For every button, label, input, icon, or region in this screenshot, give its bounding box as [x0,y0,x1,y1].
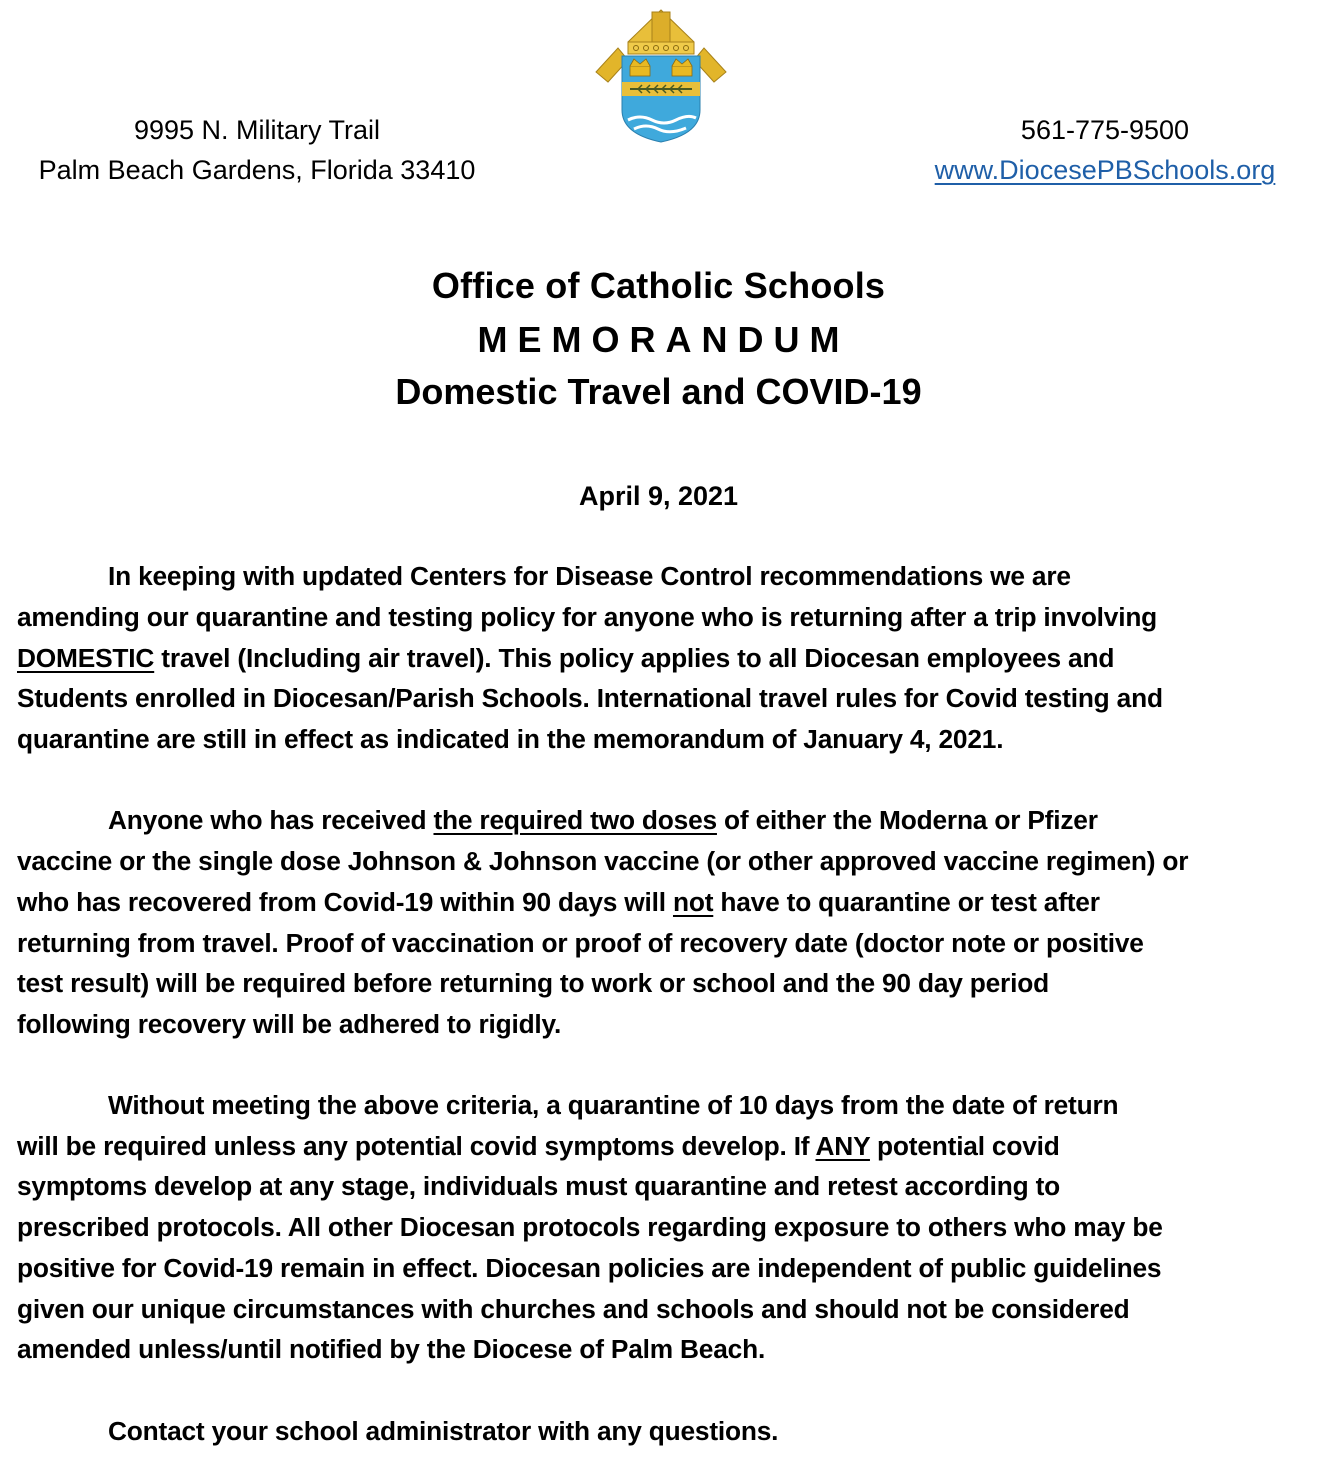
text-line: Students enrolled in Diocesan/Parish Schools. International travel rules for Covid testing and [17,683,1163,713]
text-span: travel (Including air travel). This policy applies to all Diocesan employees and [154,643,1115,673]
text-line: following recovery will be adhered to rigidly. [17,1009,562,1039]
text-line: given our unique circumstances with churches and schools and should not be considered [17,1294,1130,1324]
emphasis-domestic: DOMESTIC [17,643,155,673]
contact-block [910,110,1300,190]
text-line: Without meeting the above criteria, a quarantine of 10 days from the date of return [108,1090,1119,1120]
text-line: quarantine are still in effect as indicated in the memorandum of January 4, 2021. [17,724,1004,754]
emphasis-two-doses: the required two doses [433,805,717,835]
emphasis-any: ANY [815,1131,870,1161]
text-line: amending our quarantine and testing policy for anyone who is returning after a trip involving [17,602,1158,632]
office-title: Office of Catholic Schools [431,265,886,306]
text-line [108,800,1098,840]
closing-line: Contact your school administrator with any questions. [108,1416,779,1446]
text-span: of either the Moderna or Pfizer [716,805,1098,835]
phone-number: 561-775-9500 [1020,115,1190,145]
website-link[interactable]: www.DiocesePBSchools.org [934,155,1276,185]
address-street: 9995 N. Military Trail [133,115,381,145]
text-span: will be required unless any potential covid symptoms develop. If [17,1131,816,1161]
emphasis-not: not [672,887,714,917]
text-line: test result) will be required before returning to work or school and the 90 day period [17,968,1049,998]
text-span: potential covid [869,1131,1060,1161]
text-line [17,1126,1060,1166]
text-span: who has recovered from Covid-19 within 90 days will [17,887,673,917]
diocese-crest-icon [588,2,734,144]
coat-of-arms-icon [588,2,734,144]
address-city: Palm Beach Gardens, Florida 33410 [38,155,476,185]
memo-date: April 9, 2021 [578,481,739,511]
text-span: have to quarantine or test after [713,887,1100,917]
text-line [17,638,1114,678]
text-line: In keeping with updated Centers for Disease Control recommendations we are [108,561,1071,591]
text-line: vaccine or the single dose Johnson & Johnson vaccine (or other approved vaccine regimen) or [17,846,1189,876]
text-span: Anyone who has received [108,805,434,835]
text-line: symptoms develop at any stage, individuals must quarantine and retest according to [17,1171,1061,1201]
address-block [16,110,498,190]
text-line [17,882,1100,922]
text-line: amended unless/until notified by the Diocese of Palm Beach. [17,1334,766,1364]
text-line: positive for Covid-19 remain in effect. Diocesan policies are independent of public guidelines [17,1253,1162,1283]
subject-title: Domestic Travel and COVID-19 [395,371,922,412]
text-line: prescribed protocols. All other Diocesan protocols regarding exposure to others who may be [17,1212,1163,1242]
text-line: returning from travel. Proof of vaccination or proof of recovery date (doctor note or positive [17,928,1144,958]
memorandum-title: MEMORANDUM [477,319,850,360]
